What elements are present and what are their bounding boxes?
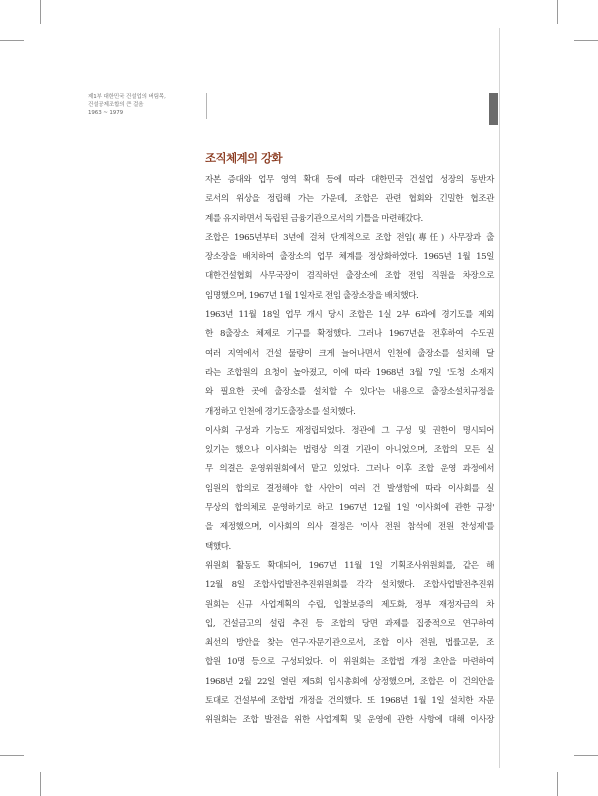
crop-mark-bottom-right-vertical (557, 772, 558, 796)
crop-mark-top-left-horizontal (0, 40, 24, 41)
text-line: 원회는 신규 사업계획의 수립, 입찰보증의 제도화, 정부 재정자금의 차 (205, 599, 494, 610)
text-line: 이사회 구성과 기능도 재정립되었다. 정관에 그 구성 및 권한이 명시되어 (205, 425, 494, 436)
body-text (205, 171, 494, 731)
text-line: 무 의결은 운영위원회에서 맡고 있었다. 그러나 이후 조합 운영 과정에서 (205, 464, 494, 475)
paragraph (205, 306, 494, 422)
text-line: 토대로 건설부에 조합법 개정을 건의했다. 또 1968년 1월 1일 설치한 자문 (205, 696, 494, 707)
text-line: 택했다. (205, 541, 231, 552)
paragraph (205, 422, 494, 557)
running-head-years: 1963 ~ 1979 (88, 110, 123, 116)
running-head (88, 93, 200, 117)
text-line: 위원회는 조합 발전을 위한 사업계획 및 운영에 관한 사항에 대해 이사장 (205, 715, 494, 726)
text-line: 1963년 11월 18일 업무 개시 당시 조합은 1실 2부 6과에 경기도를 제외 (205, 310, 494, 321)
text-line: 있기는 했으나 이사회는 법령상 의결 기관이 아니었으며, 조합의 모든 실 (205, 445, 494, 456)
crop-mark-top-left-vertical (40, 0, 41, 24)
text-line: 계를 유지하면서 독립된 금융기관으로서의 기틀을 마련해갔다. (205, 213, 423, 224)
text-line: 한 8출장소 체제로 기구를 확정했다. 그러나 1967년을 전후하여 수도권 (205, 329, 494, 340)
text-line: 대한건설협회 사무국장이 겸직하던 출장소에 조합 전임 직원을 차장으로 (205, 271, 494, 282)
text-line: 최선의 방안을 찾는 연구·자문기관으로서, 조합 이사 전원, 법률고문, 조 (205, 638, 494, 649)
crop-mark-top-right-vertical (557, 0, 558, 24)
text-line: 조합은 1965년부터 3년에 걸쳐 단계적으로 조합 전임(專任) 사무장과 출 (205, 232, 494, 243)
text-line: 1968년 2월 22일 열린 제5회 임시총회에 상정했으며, 조합은 이 건의안을 (205, 676, 494, 687)
text-line: 무상의 합의체로 운영하기로 하고 1967년 12월 1일 '이사회에 관한 규정' (205, 503, 494, 514)
right-margin-rule (499, 28, 500, 768)
text-line: 장소장을 배치하여 출장소의 업무 체계를 정상화하였다. 1965년 1월 15일 (205, 252, 494, 263)
running-head-part-title: 제1부 대한민국 건설업의 버팀목, (88, 94, 166, 100)
text-line: 로서의 위상을 정립해 가는 가운데, 조합은 관련 협회와 긴밀한 협조관 (205, 194, 494, 205)
crop-mark-top-right-horizontal (574, 40, 598, 41)
paragraph (205, 557, 494, 731)
text-line: 입, 건설금고의 설립 추진 등 조합의 당면 과제를 집중적으로 연구하여 (205, 618, 494, 629)
crop-mark-bottom-left-horizontal (0, 755, 24, 756)
text-line: 합원 10명 등으로 구성되었다. 이 위원회는 조합법 개정 초안을 마련하여 (205, 657, 494, 668)
text-line: 여러 지역에서 건설 물량이 크게 늘어나면서 인천에 출장소를 설치해 달 (205, 348, 494, 359)
paragraph (205, 229, 494, 306)
text-line: 위원회 활동도 확대되어, 1967년 11월 1일 기획조사위원회를, 같은 해 (205, 560, 494, 571)
section-title: 조직체계의 강화 (205, 151, 282, 165)
text-line: 자본 증대와 업무 영역 확대 등에 따라 대한민국 건설업 성장의 동반자 (205, 175, 494, 185)
text-line: 라는 조합원의 요청이 높아졌고, 이에 따라 1968년 3월 7일 '도청 소재지 (205, 367, 494, 378)
text-line: 개정하고 인천에 경기도출장소를 설치했다. (205, 406, 356, 417)
text-line: 임원의 합의로 결정해야 할 사안이 여러 건 발생함에 따라 이사회를 실 (205, 483, 494, 494)
text-line: 와 필요한 곳에 출장소를 설치할 수 있다'는 내용으로 출장소설치규정을 (205, 387, 494, 398)
crop-mark-bottom-left-vertical (40, 772, 41, 796)
chapter-thumb-tab (489, 93, 498, 125)
paragraph (205, 171, 494, 229)
crop-mark-bottom-right-horizontal (574, 755, 598, 756)
text-line: 임명했으며, 1967년 1월 1일자로 전임 출장소장을 배치했다. (205, 290, 419, 301)
text-line: 12월 8일 조합사업발전추진위원회를 각각 설치했다. 조합사업발전추진위 (205, 580, 494, 591)
text-line: 을 제정했으며, 이사회의 의사 결정은 '이사 전원 참석에 전원 찬성제'를 (205, 522, 494, 533)
running-head-book-title: 건설공제조합의 큰 걸음 (88, 102, 144, 108)
running-head-divider (206, 93, 207, 119)
